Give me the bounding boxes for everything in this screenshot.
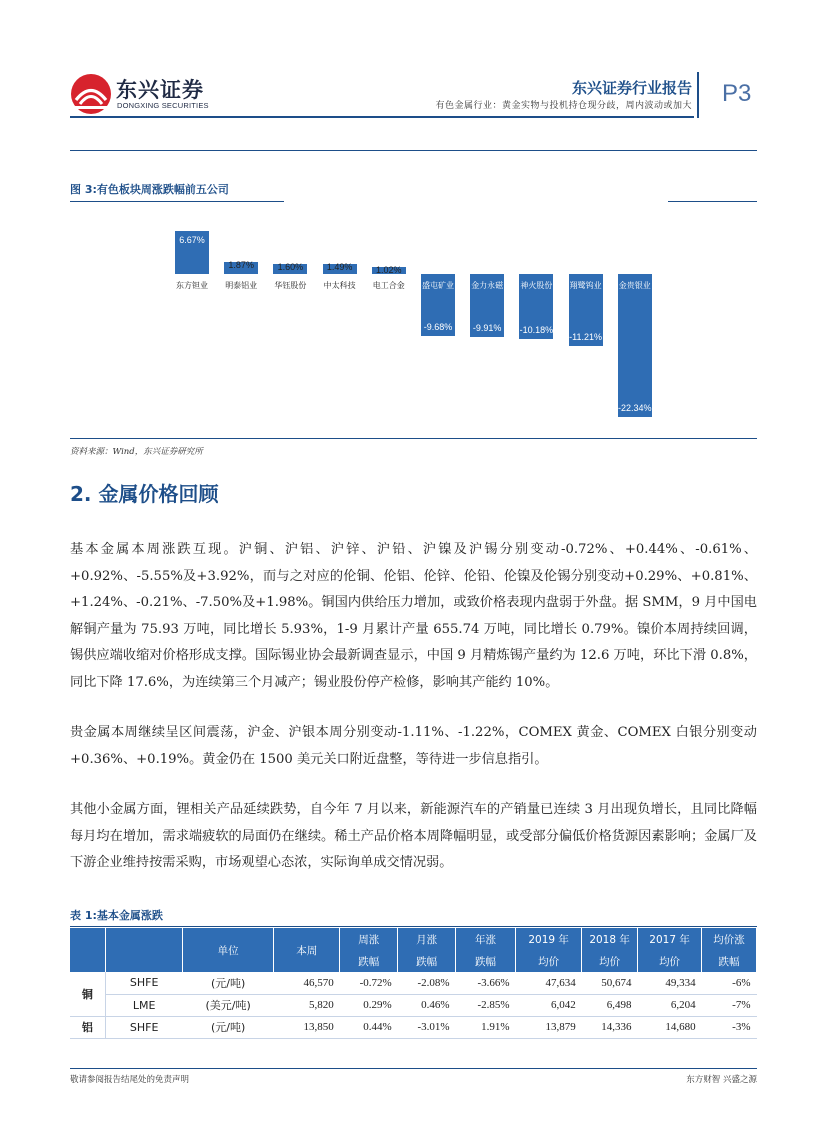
unit-cell: (元/吨) <box>183 1016 274 1038</box>
chart-value-label: 6.67% <box>179 235 205 246</box>
table-header-row <box>70 950 757 972</box>
chart-category-label: 神火股份 <box>520 281 553 290</box>
chart-value-label: 1.87% <box>228 260 254 271</box>
header-cell: 2017 年 <box>638 928 702 950</box>
chart-value-label: 1.02% <box>376 265 402 276</box>
header-cell: 2018 年 <box>582 928 638 950</box>
header-divider <box>697 72 699 118</box>
avg2017-cell: 14,680 <box>638 1016 702 1038</box>
chart-value-label: -22.34% <box>618 402 652 413</box>
header-cell: 年涨 <box>456 928 516 950</box>
chart-category-label: 华钰股份 <box>274 281 307 290</box>
dongxing-logo-icon <box>70 73 112 115</box>
avg2019-cell: 47,634 <box>516 972 582 994</box>
metals-table <box>70 928 757 1039</box>
section-heading: 2. 金属价格回顾 <box>70 482 219 506</box>
chart-category-label: 东方钽业 <box>176 281 208 290</box>
page-number: P3 <box>722 80 752 107</box>
exchange-cell: LME <box>105 994 183 1016</box>
avg2018-cell: 6,498 <box>582 994 638 1016</box>
avg2018-cell: 14,336 <box>582 1016 638 1038</box>
header-cell <box>70 928 105 950</box>
week-change-cell: 0.44% <box>340 1016 398 1038</box>
chart-value-label: -10.18% <box>519 325 554 336</box>
table-row <box>70 1016 757 1038</box>
figure-bottom-rule <box>70 438 757 439</box>
year-change-cell: 1.91% <box>456 1016 516 1038</box>
table-header-row <box>70 928 757 950</box>
exchange-cell: SHFE <box>105 972 183 994</box>
table-row <box>70 994 757 1016</box>
avg-change-cell: -7% <box>702 994 757 1016</box>
avg2017-cell: 49,334 <box>638 972 702 994</box>
footer-slogan: 东方财智 兴盛之源 <box>686 1075 757 1085</box>
header-cell <box>105 928 183 950</box>
footer-rule <box>70 1068 757 1069</box>
paragraph-base-metals: 基本金属本周涨跌互现。沪铜、沪铝、沪锌、沪铅、沪镍及沪锡分别变动-0.72%、+0.44%、-0.61%、+0.92%、-5.55%及+3.92%，而与之对应的伦铜、伦铝、伦锌、伦铅、伦镍及伦锡分别变动+0.29%、+0.81%、+1.24%、-0.21%、-7.50%及+1.98%。铜国内供给压力增加，或致价格表现内盘弱于外盘。据 SMM，9 月中国电解铜产量为 75.93 万吨，同比增长 5.93%，1-9 月累计产量 655.74 万吨，同比增长 0.79%。镍价本周持续回调，锡供应端收缩对价格形成支撑。国际锡业协会最新调查显示，中国 9 月精炼锡产量约为 12.6 万吨，环比下滑 0.8%，同比下降 17.6%，为连续第三个月减产；锡业股份停产检修，影响其产能约 10%。 <box>70 542 757 690</box>
figure-title: 图 3:有色板块周涨跌幅前五公司 <box>70 183 229 196</box>
avg-change-cell: -6% <box>702 972 757 994</box>
week-cell: 13,850 <box>274 1016 340 1038</box>
header-cell: 均价 <box>582 950 638 972</box>
chart-category-label: 电工合金 <box>372 281 405 290</box>
year-change-cell: -2.85% <box>456 994 516 1016</box>
header-cell: 单位 <box>183 928 274 972</box>
figure-title-rule-right <box>668 201 757 202</box>
chart-value-label: 1.49% <box>326 262 353 273</box>
chart-category-label: 翔鹭钨业 <box>569 281 602 290</box>
paragraph-precious-metals: 贵金属本周继续呈区间震荡，沪金、沪银本周分别变动-1.11%、-1.22%，COMEX 黄金、COMEX 白银分别变动+0.36%、+0.19%。黄金仍在 1500 美元关口附近盘整，等待进一步信息指引。 <box>70 725 757 767</box>
header-cell: 跌幅 <box>398 950 456 972</box>
chart-category-label: 金贵银业 <box>618 281 651 290</box>
avg2017-cell: 6,204 <box>638 994 702 1016</box>
header-cell: 跌幅 <box>702 950 757 972</box>
table-title-rule <box>70 926 757 927</box>
header-cell <box>70 950 105 972</box>
metal-cell: 铝 <box>70 1016 105 1038</box>
chart-category-label: 明泰铝业 <box>225 281 258 290</box>
table-title: 表 1:基本金属涨跌 <box>70 909 163 922</box>
year-change-cell: -3.66% <box>456 972 516 994</box>
header-cell <box>105 950 183 972</box>
chart-category-label: 中太科技 <box>323 281 356 290</box>
header-cell: 2019 年 <box>516 928 582 950</box>
logo-subtext: DONGXING SECURITIES <box>117 101 209 110</box>
figure-source: 资料来源：Wind，东兴证券研究所 <box>70 447 203 457</box>
avg-change-cell: -3% <box>702 1016 757 1038</box>
chart-value-label: -9.91% <box>472 323 502 334</box>
avg2018-cell: 50,674 <box>582 972 638 994</box>
header-cell: 均价涨 <box>702 928 757 950</box>
avg2019-cell: 6,042 <box>516 994 582 1016</box>
footer-disclaimer: 敬请参阅报告结尾处的免责声明 <box>70 1075 190 1085</box>
chart-value-label: -11.21% <box>569 331 603 342</box>
header-rule <box>70 116 694 118</box>
header-cell: 跌幅 <box>340 950 398 972</box>
header-cell: 本周 <box>274 928 340 972</box>
header-cell: 均价 <box>516 950 582 972</box>
exchange-cell: SHFE <box>105 1016 183 1038</box>
header-cell: 均价 <box>638 950 702 972</box>
chart-value-label: 1.60% <box>277 261 304 272</box>
header-cell: 周涨 <box>340 928 398 950</box>
avg2019-cell: 13,879 <box>516 1016 582 1038</box>
table-row <box>70 972 757 994</box>
week-change-cell: 0.29% <box>340 994 398 1016</box>
header-cell: 月涨 <box>398 928 456 950</box>
chart-bar <box>618 274 652 417</box>
week-change-cell: -0.72% <box>340 972 398 994</box>
report-subtitle: 有色金属行业：黄金实物与投机持仓现分歧，周内波动或加大 <box>435 101 692 111</box>
month-change-cell: -3.01% <box>398 1016 456 1038</box>
logo-text: 东兴证券 <box>116 78 204 102</box>
figure-title-rule <box>70 201 284 202</box>
week-cell: 46,570 <box>274 972 340 994</box>
header-cell: 跌幅 <box>456 950 516 972</box>
unit-cell: (元/吨) <box>183 972 274 994</box>
chart-value-label: -9.68% <box>423 321 453 332</box>
month-change-cell: -2.08% <box>398 972 456 994</box>
top-rule <box>70 150 757 151</box>
metal-cell: 铜 <box>70 972 105 1016</box>
report-title: 东兴证券行业报告 <box>571 79 692 97</box>
chart-category-label: 盛屯矿业 <box>422 281 454 290</box>
month-change-cell: 0.46% <box>398 994 456 1016</box>
unit-cell: (美元/吨) <box>183 994 274 1016</box>
week-cell: 5,820 <box>274 994 340 1016</box>
paragraph-minor-metals: 其他小金属方面，锂相关产品延续跌势，自今年 7 月以来，新能源汽车的产销量已连续 3 月出现负增长，且同比降幅每月均在增加，需求端疲软的局面仍在继续。稀土产品价格本周降幅明显，或受部分偏低价格货源因素影响；金属厂及下游企业维持按需采购，市场观望心态浓，实际询单成交情况弱。 <box>70 802 757 870</box>
chart-category-label: 金力永磁 <box>471 281 504 290</box>
